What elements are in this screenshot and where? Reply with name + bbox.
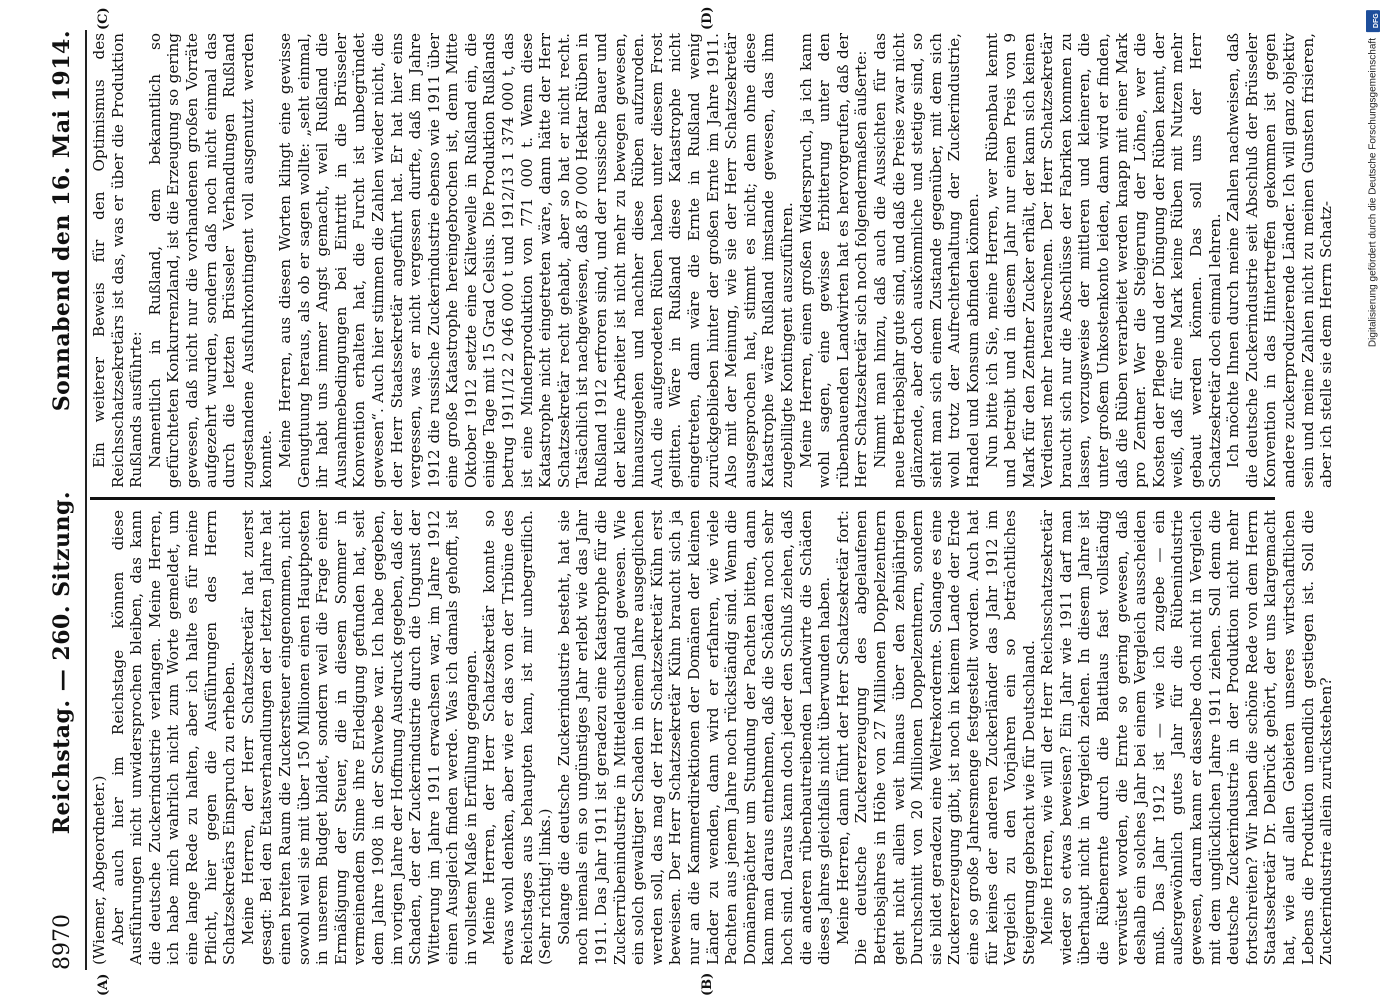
margin-marker-a: (A)	[96, 973, 111, 996]
paragraph: Meine Herren, einen großen Widerspruch, ja ich kann wohl sagen, eine gewisse Erbitterung unter den rübenbauenden Landwirten hat es hervorgerufen, daß der Herr Schatzsekretär sich noch folgendermaßen äußerte:	[796, 33, 871, 488]
paragraph: Solange die deutsche Zuckerindustrie besteht, hat sie noch niemals ein so ungünstiges Jahr erlebt wie das Jahr 1911. Das Jahr 1911 ist geradezu eine Katastrophe für die Zuckerrübenindustrie in Mitteldeutschland gewesen. Wie ein solch gewaltiger Schaden in einem Jahre ausgeglichen werden soll, das mag der Herr Schatzsekretär Kühn erst beweisen. Der Herr Schatzsekretär Kühn braucht sich ja nur an die Kammerdirektionen der Domänen der kleinen Länder zu wenden, dann wird er erfahren, wie viele Pachten aus jenem Jahre noch rückständig sind. Wenn die Domänenpächter um Stundung der Pachten bitten, dann kann man daraus entnehmen, daß die Schäden noch sehr hoch sind. Daraus kann doch jeder den Schluß ziehen, daß die anderen rübenbautreibenden Landwirte die Schäden dieses Jahres gleichfalls nicht überwunden haben.	[554, 510, 834, 965]
margin-marker-b: (B)	[700, 972, 715, 996]
quoted-paragraph: Namentlich in Rußland, dem bekanntlich so gefürchteten Konkurrenzland, ist die Erzeugung so gering gewesen, daß nicht nur die vorhandenen großen Vorräte aufgezehrt wurden, sondern daß noch nicht einmal das durch die letzten Brüsseler Verhandlungen Rußland zugestandene Ausfuhrkontingent voll ausgenutzt werden konnte.	[145, 33, 276, 488]
paragraph: Meine Herren, der Herr Schatzsekretär hat zuerst gesagt: Bei den Etatsverhandlungen der letzten Jahre hat einen breiten Raum die Zuckersteuer eingenommen, nicht sowohl weil sie mit über 150 Millionen einen Hauptposten in unserem Budget bildet, sondern weil die Frage einer Ermäßigung der Steuer, die in diesem Sommer in vermeinendem Sinne ihre Erledigung gefunden hat, seit dem Jahre 1908 in der Schwebe war. Ich habe gegeben, im vorigen Jahre der Hoffnung Ausdruck gegeben, daß der Schaden, der der Zuckerindustrie durch die Ungunst der Witterung im Jahre 1911 erwachsen war, im Jahre 1912 einen Ausgleich finden werde. Was ich damals gehofft, ist in vollstem Maße in Erfüllung gegangen.	[238, 510, 480, 965]
column-divider	[90, 497, 1275, 500]
paragraph: Meine Herren, aus diesen Worten klingt eine gewisse Genugtuung heraus, als ob er sagen wollte: „seht einmal, ihr habt uns immer Angst gemacht, weil Rußland die Ausnahmebedingungen bei Eintritt in die Brüsseler Konvention erhalten hat, die Furcht ist unbegründet gewesen“. Auch hier stimmen die Zahlen wieder nicht, die der Herr Staatssekretär angeführt hat. Er hat hier eins vergessen, was er nicht vergessen durfte, daß im Jahre 1912 die russische Zuckerindustrie ebenso wie 1911 über eine große Katastrophe hereingebrochen ist, denn Mitte Oktober 1912 setzte eine Kältewelle in Rußland ein, die einige Tage mit 15 Grad Celsius. Die Produktion Rußlands betrug 1911/12 2 046 000 t und 1912/13 1 374 000 t, das ist eine Minderproduktion von 771 000 t. Wenn diese Katastrophe nicht eingetreten wäre, dann hätte der Herr Schatzsekretär recht gehabt, aber so hat er nicht recht. Tatsächlich ist nachgewiesen, daß 87 000 Hektar Rüben in Rußland 1912 erfroren sind, und der russische Bauer und der kleine Arbeiter ist nicht mehr zu bewegen gewesen, hinauszugehen und nachher diese Rüben aufzuroden. Auch die aufgerodeten Rüben haben unter diesem Frost gelitten. Wäre in Rußland diese Katastrophe nicht eingetreten, dann wäre die Ernte in Rußland wenig zurückgeblieben hinter der großen Ernte im Jahre 1911. Also mit der Meinung, wie sie der Herr Schatzsekretär ausgesprochen hat, stimmt es nicht; denn ohne diese Katastrophe wäre Rußland imstande gewesen, das ihm zugebilligte Kontingent auszuführen.	[275, 33, 796, 488]
paragraph: Ein weiterer Beweis für den Optimismus des Reichsschatzsekretärs ist das, was er über die Produktion Rußlands ausführte:	[90, 33, 146, 488]
margin-marker-d: (D)	[700, 6, 715, 30]
credit-text: Digitalisierung gefördert durch die Deutsche Forschungsgemeinschaft	[1367, 38, 1379, 348]
quoted-paragraph: Nimmt man hinzu, daß auch die Aussichten für das neue Betriebsjahr gute sind, und daß die Preise zwar nicht glänzende, aber doch auskömmliche und stetige sind, so sieht man sich einem Zustande gegenüber, mit dem sich wohl trotz der Aufrechterhaltung der Zuckerindustrie, Handel und Konsum abfinden können.	[870, 33, 982, 488]
left-text-column	[90, 510, 1336, 965]
speaker-note: (Wiemer, Abgeordneter.)	[90, 775, 108, 965]
right-text-column	[90, 33, 1336, 488]
paragraph: Nun bitte ich Sie, meine Herren, wer Rübenbau kennt und betreibt und in diesem Jahr nur einen Preis von 9 Mark für den Zentner Zucker erhält, der kann sich keinen Verdienst mehr herausrechnen. Der Herr Schatzsekretär braucht sich nur die Abschlüsse der Fabriken kommen zu lassen, vorzugsweise der mittleren und kleineren, die unter großem Unkostenkonto leiden, dann wird er finden, daß die Rüben verarbeitet werden knapp mit einer Mark pro Zentner. Wer die Steigerung der Löhne, wer die Kosten der Pflege und der Düngung der Rüben kennt, der weiß, daß für eine Mark keine Rüben mit Nutzen mehr gebaut werden können. Das soll uns der Herr Schatzsekretär doch einmal lehren.	[982, 33, 1224, 488]
paragraph: Meine Herren, dann führt der Herr Schatzsekretär fort: Die deutsche Zuckererzeugung des abgelaufenen Betriebsjahres in Höhe von 27 Millionen Doppelzentnern geht nicht allein weit hinaus über den zehnjährigen Durchschnitt von 20 Millionen Doppelzentnern, sondern sie bildet geradezu eine Weltrekordernte. Solange es eine Zuckererzeugung gibt, ist noch in keinem Lande der Erde eine so große Jahresmenge festgestellt worden. Auch hat für keines der anderen Zuckerländer das Jahr 1912 im Vergleich zu den Vorjahren ein so beträchtliches Steigerung gebracht wie für Deutschland.	[833, 510, 1038, 965]
paragraph: Meine Herren, wie will der Herr Reichsschatzsekretär wieder so etwas beweisen? Ein Jahr wie 1911 darf man überhaupt nicht in Vergleich ziehen. In diesem Jahre ist die Rübenernte durch die Blattlaus fast vollständig verwüstet worden, die Ernte so gering gewesen, daß deshalb ein solches Jahr bei einem Vergleich ausscheiden muß. Das Jahr 1912 ist — wie ich zugebe — ein außergewöhnlich gutes Jahr für die Rübenindustrie gewesen, darum kann er dasselbe doch nicht in Vergleich mit dem unglücklichen Jahre 1911 ziehen. Soll denn die deutsche Zuckerindustrie in der Produktion nicht mehr fortschreiten? Wir haben die schöne Rede von dem Herrn Staatssekretär Dr. Delbrück gehört, der uns klargemacht hat, wie auf allen Gebieten unseres wirtschaftlichen Lebens die Produktion unendlich gestiegen ist. Soll die Zuckerindustrie allein zurückstehen?	[1038, 510, 1336, 965]
margin-marker-c: (C)	[96, 7, 111, 30]
paragraph: Aber auch hier im Reichstage können diese Ausführungen nicht unwidersprochen bleiben, das kann die deutsche Zuckerindustrie verlangen. Meine Herren, ich habe mich wahrlich nicht zum Worte gemeldet, um eine lange Rede zu halten, aber ich halte es für meine Pflicht, hier gegen die Ausführungen des Herrn Schatzsekretärs Einspruch zu erheben.	[108, 510, 239, 965]
paragraph: Ich möchte Ihnen durch meine Zahlen nachweisen, daß die deutsche Zuckerindustrie seit Abschluß der Brüsseler Konvention in das Hintertreffen gekommen ist gegen andere zuckerproduzierende Länder. Ich will ganz objektiv sein und meine Zahlen nicht zu meinen Gunsten frisieren, aber ich stelle sie dem Herrn Schatz-	[1224, 33, 1336, 488]
page-header	[42, 30, 82, 970]
header-rule	[85, 30, 87, 970]
page-number: 8970	[49, 914, 75, 970]
header-left-title: Reichstag. — 260. Sitzung.	[49, 490, 75, 835]
header-right-title: Sonnabend den 16. Mai 1914.	[49, 30, 75, 412]
digitization-credit	[1366, 10, 1380, 347]
paragraph: Meine Herren, der Herr Schatzsekretär konnte so etwas wohl denken, aber wie er das von der Tribüne des Reichstages aus behaupten kann, ist mir unbegreiflich. (Sehr richtig! links.)	[480, 510, 555, 965]
dfg-logo: DFG	[1366, 10, 1380, 32]
